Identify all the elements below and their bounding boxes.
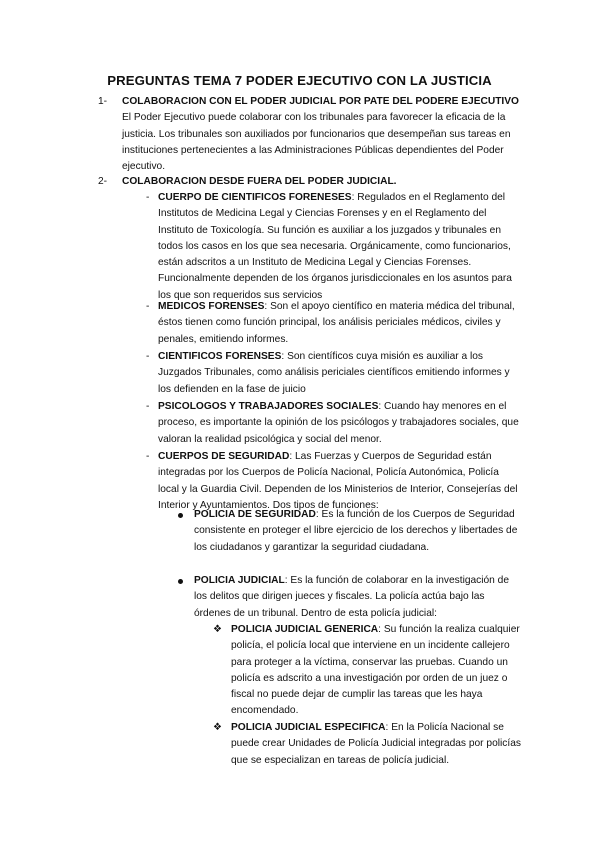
- item-1-heading: COLABORACION CON EL PODER JUDICIAL POR PATE DEL PODERE EJECUTIVO: [122, 96, 519, 107]
- bullet-dot: [178, 579, 183, 584]
- bullet-policia-de-seguridad: [194, 507, 520, 556]
- sub-item-text: : Regulados en el Reglamento del Institutos de Medicina Legal y Ciencias Forenses y en el Reglamento del Instituto de Toxicología. Su función es auxiliar a los juzgados y tribunales en todos los casos en los que sea necesaria. Orgánicamente, como funcionarios, están adscritos a un Instituto de Medicina Legal y Ciencias Forenses. Funcionalmente dependen de los órganos jurisdiccionales en los asuntos para los que son requeridos sus servicios: [158, 192, 512, 301]
- dash-marker: -: [146, 451, 150, 462]
- document-title: PREGUNTAS TEMA 7 PODER EJECUTIVO CON LA JUSTICIA: [107, 73, 492, 88]
- item-number-2: 2-: [98, 176, 108, 187]
- sub-item-cientificos-foreneses: [158, 190, 520, 304]
- bullet-dot: [178, 513, 183, 518]
- item-number-1: 1-: [98, 96, 108, 107]
- diamond-bullet-icon: ❖: [213, 722, 222, 733]
- sub-item-text: : Cuando hay menores en el proceso, es importante la opinión de los psicólogos y trabajadores sociales, que valoran la realidad psicológica y social del menor.: [158, 401, 519, 445]
- subbullet-label: POLICIA JUDICIAL GENERICA: [231, 624, 379, 635]
- sub-item-cuerpos-de-seguridad: [158, 449, 520, 514]
- sub-item-psicologos: [158, 399, 520, 448]
- subbullet-label: POLICIA JUDICIAL ESPECIFICA: [231, 722, 386, 733]
- item-2-heading: COLABORACION DESDE FUERA DEL PODER JUDICIAL.: [122, 176, 397, 187]
- sub-item-text: : Son el apoyo científico en materia médica del tribunal, éstos tienen como función principal, los análisis periciales médicos, civiles y penales, emitiendo informes.: [158, 301, 515, 345]
- subbullet-text: : En la Policía Nacional se puede crear Unidades de Policía Judicial integradas por policías que se especializan en tareas de policía judicial.: [231, 722, 521, 766]
- sub-item-text: : Las Fuerzas y Cuerpos de Seguridad están integradas por los Cuerpos de Policía Nacional, Policía Autonómica, Policía local y la Guardia Civil. Dependen de los Ministerios de Interior, Consejerías del Interior y Ayuntamientos. Dos tipos de funciones:: [158, 451, 518, 511]
- sub-item-text: : Son científicos cuya misión es auxiliar a los Juzgados Tribunales, como análisis periciales científicos emitiendo informes y los defienden en la fase de juicio: [158, 351, 510, 395]
- diamond-bullet-icon: ❖: [213, 624, 222, 635]
- sub-item-cientificos-forenses: [158, 349, 520, 398]
- bullet-text: : Es la función de colaborar en la investigación de los delitos que dirigen jueces y fiscales. La policía actúa bajo las órdenes de un tribunal. Dentro de esta policía judicial:: [194, 575, 510, 619]
- sub-item-label: CUERPOS DE SEGURIDAD: [158, 451, 290, 462]
- dash-marker: -: [146, 301, 150, 312]
- subbullet-generica: [231, 622, 521, 720]
- dash-marker: -: [146, 351, 150, 362]
- sub-item-label: CIENTIFICOS FORENSES: [158, 351, 282, 362]
- subbullet-text: : Su función la realiza cualquier policía, el policía local que interviene en un incidente callejero para proteger a la víctima, conservar las pruebas. Cuando un policía es adscrito a una investigación por orden de un juez o fiscal no puede dejar de cumplir las tareas que les haya encomendado.: [231, 624, 520, 717]
- sub-item-medicos-forenses: [158, 299, 520, 348]
- sub-item-label: MEDICOS FORENSES: [158, 301, 265, 312]
- item-1-section: [122, 94, 522, 175]
- bullet-text: : Es la función de los Cuerpos de Seguridad consistente en proteger el libre ejercicio de los derechos y libertades de los ciudadanos y garantizar la seguridad ciudadana.: [194, 509, 518, 553]
- sub-item-label: CUERPO DE CIENTIFICOS FORENESES: [158, 192, 352, 203]
- dash-marker: -: [146, 192, 150, 203]
- item-1-body: El Poder Ejecutivo puede colaborar con los tribunales para favorecer la eficacia de la justicia. Los tribunales son auxiliados por funcionarios que desempeñan sus tareas en instituciones pertenecientes a las Administraciones Públicas dependientes del Poder ejecutivo.: [122, 112, 511, 173]
- bullet-policia-judicial: [194, 573, 520, 622]
- sub-item-label: PSICOLOGOS Y TRABAJADORES SOCIALES: [158, 401, 379, 412]
- bullet-label: POLICIA DE SEGURIDAD: [194, 509, 316, 520]
- subbullet-especifica: [231, 720, 521, 769]
- dash-marker: -: [146, 401, 150, 412]
- bullet-label: POLICIA JUDICIAL: [194, 575, 285, 586]
